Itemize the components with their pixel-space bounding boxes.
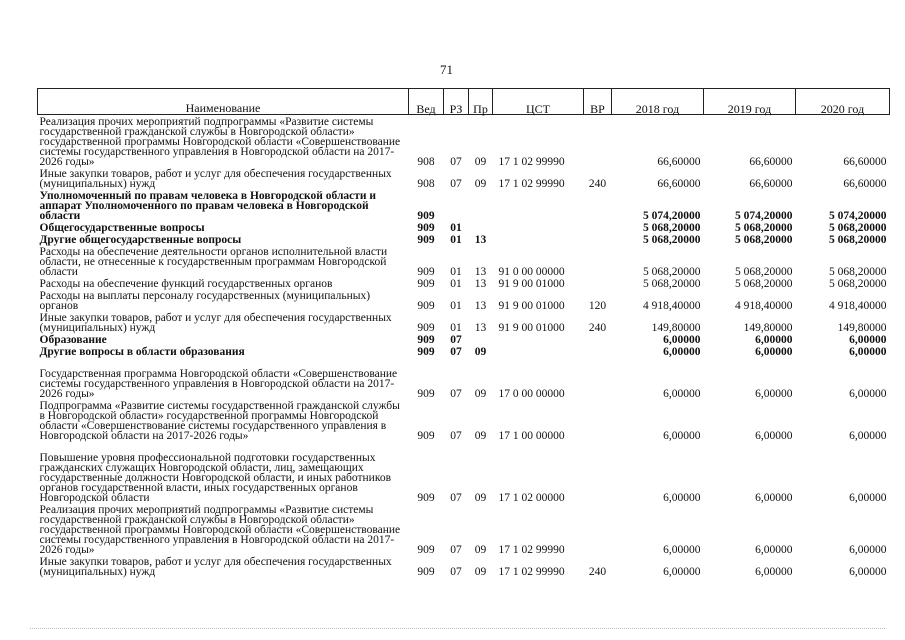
bottom-scan-line [30,628,885,629]
row-ved: 909 [417,322,435,334]
row-pr: 09 [474,178,487,190]
row-2018: 6,00000 [663,388,701,400]
row-vr [584,441,612,503]
row-name: Иные закупки товаров, работ и услуг для обеспечения государственных (муниципальных) нужд [39,556,392,578]
row-2018: 5 068,20000 [643,266,701,278]
row-2019: 149,80000 [743,322,793,334]
row-ved: 908 [417,178,435,190]
row-vr: 240 [588,178,607,190]
row-ved: 909 [417,278,435,290]
row-ved: 909 [417,300,435,312]
row-ved: 909 [417,222,435,234]
row-rz: 01 [450,266,462,278]
row-name: Подпрограмма «Развитие системы государственной гражданской службы в Новгородской области» государственной программы Новгородской области «Совершенствование системы государственного управления в Новгородской области на 2017-2026 годы» [39,400,400,442]
row-rz: 01 [450,278,462,290]
table-row [38,233,890,245]
row-rz: 07 [450,346,462,358]
row-rz: 07 [450,388,462,400]
row-cst [493,189,584,221]
row-2020: 6,00000 [849,346,887,358]
row-2020: 5 074,20000 [829,210,887,222]
row-ved: 908 [417,156,435,168]
row-ved: 909 [417,388,435,400]
row-2018: 6,00000 [663,334,701,346]
row-cst: 91 9 00 01000 [498,300,565,312]
table-row [38,555,890,577]
row-ved: 909 [417,492,435,504]
table-row [38,345,890,357]
row-cst [493,333,584,345]
row-pr: 09 [474,388,487,400]
row-pr: 13 [474,234,487,246]
row-name: Государственная программа Новгородской области «Совершенствование системы государственного управления в Новгородской области на 2017-2026 годы» [39,368,398,400]
table-row [38,333,890,345]
row-2020: 6,00000 [849,492,887,504]
row-pr: 13 [474,278,487,290]
row-ved: 909 [417,544,435,556]
row-2018: 5 068,20000 [643,234,701,246]
row-cst [493,233,584,245]
row-name: Уполномоченный по правам человека в Новгородской области и аппарат Уполномоченного по правам человека в Новгородской области [39,190,377,222]
row-pr: 09 [474,156,487,168]
row-2018: 5 074,20000 [643,210,701,222]
row-vr [584,333,612,345]
table-row [38,441,890,503]
row-vr [584,221,612,233]
row-2019: 66,60000 [749,156,793,168]
header-2020: 2020 год [796,89,890,115]
row-2020: 6,00000 [849,430,887,442]
row-ved: 909 [417,334,435,346]
row-2020: 6,00000 [849,566,887,578]
row-cst [493,221,584,233]
page-number: 71 [440,62,453,77]
row-name: Реализация прочих мероприятий подпрограммы «Развитие системы государственной гражданской службы в Новгородской области» государственной программы Новгородской области «Совершенствование системы государственного управления в Новгородской области на 2017-2026 годы» [39,116,401,168]
row-name: Другие вопросы в области образования [39,346,245,358]
row-rz: 07 [450,544,462,556]
row-cst: 91 0 00 00000 [498,266,565,278]
table-row [38,311,890,333]
row-cst: 17 1 02 99990 [498,544,565,556]
row-rz: 01 [450,234,462,246]
row-2020: 4 918,40000 [829,300,887,312]
table-row [38,357,890,399]
row-name: Расходы на обеспечение функций государственных органов [39,278,333,290]
row-2019: 5 074,20000 [735,210,793,222]
row-2018: 6,00000 [663,430,701,442]
row-2018: 66,60000 [657,156,701,168]
row-ved: 909 [417,210,435,222]
row-ved: 909 [417,566,435,578]
row-rz: 07 [450,178,462,190]
row-2018: 6,00000 [663,544,701,556]
table-row [38,189,890,221]
header-2018: 2018 год [612,89,704,115]
row-name: Образование [39,334,107,346]
table-row [38,277,890,289]
row-vr [584,503,612,555]
row-vr [584,345,612,357]
row-cst: 17 0 00 00000 [498,388,565,400]
row-2018: 149,80000 [651,322,701,334]
row-2019: 6,00000 [755,544,793,556]
row-2018: 6,00000 [663,566,701,578]
row-2019: 6,00000 [755,388,793,400]
row-vr [584,115,612,168]
row-2019: 6,00000 [755,430,793,442]
row-ved: 909 [417,346,435,358]
row-vr [584,399,612,441]
row-cst: 17 1 02 99990 [498,566,565,578]
row-vr: 240 [588,566,607,578]
row-2018: 5 068,20000 [643,278,701,290]
budget-table [37,88,890,577]
row-ved: 909 [417,266,435,278]
row-2020: 5 068,20000 [829,266,887,278]
row-2020: 66,60000 [843,178,887,190]
header-rz: РЗ [444,89,469,115]
row-cst: 17 1 02 99990 [498,178,565,190]
table-row [38,503,890,555]
row-vr: 240 [588,322,607,334]
row-cst: 17 1 02 99990 [498,156,565,168]
row-2020: 66,60000 [843,156,887,168]
row-2019: 6,00000 [755,492,793,504]
row-2020: 6,00000 [849,334,887,346]
row-2019: 6,00000 [755,334,793,346]
row-2020: 6,00000 [849,544,887,556]
row-pr [469,221,493,233]
header-vr: ВР [584,89,612,115]
row-2019: 5 068,20000 [735,266,793,278]
row-2019: 5 068,20000 [735,222,793,234]
row-pr: 09 [474,346,487,358]
row-2018: 5 068,20000 [643,222,701,234]
row-2020: 5 068,20000 [829,234,887,246]
row-pr: 13 [474,266,487,278]
row-2019: 5 068,20000 [735,278,793,290]
table-row [38,245,890,277]
row-rz: 01 [450,322,462,334]
row-rz: 07 [450,430,462,442]
row-pr: 09 [474,492,487,504]
row-2020: 6,00000 [849,388,887,400]
row-2018: 4 918,40000 [643,300,701,312]
row-name: Иные закупки товаров, работ и услуг для обеспечения государственных (муниципальных) нужд [39,168,392,190]
row-2019: 4 918,40000 [735,300,793,312]
row-name: Иные закупки товаров, работ и услуг для обеспечения государственных (муниципальных) нужд [39,312,392,334]
row-name: Расходы на выплаты персоналу государственных (муниципальных) органов [39,290,371,312]
header-name: Наименование [38,89,409,115]
row-2018: 6,00000 [663,492,701,504]
row-pr: 09 [474,430,487,442]
row-pr [469,189,493,221]
row-2019: 6,00000 [755,566,793,578]
row-2019: 66,60000 [749,178,793,190]
row-rz: 07 [450,566,462,578]
row-2020: 149,80000 [837,322,887,334]
row-name: Реализация прочих мероприятий подпрограммы «Развитие системы государственной гражданской службы в Новгородской области» государственной программы Новгородской области «Совершенствование системы государственного управления в Новгородской области на 2017-2026 годы» [39,504,401,556]
row-name: Расходы на обеспечение деятельности органов исполнительной власти области, не отнесенные к государственным программам Новгородской области [39,246,388,278]
row-vr [584,277,612,289]
row-pr [469,333,493,345]
table-row [38,167,890,189]
row-cst: 17 1 00 00000 [498,430,565,442]
row-2019: 6,00000 [755,346,793,358]
row-vr [584,245,612,277]
table-row [38,221,890,233]
row-pr: 13 [474,300,487,312]
row-2018: 6,00000 [663,346,701,358]
row-cst [493,345,584,357]
row-2019: 5 068,20000 [735,234,793,246]
table-row [38,289,890,311]
row-rz: 07 [450,492,462,504]
row-2020: 5 068,20000 [829,278,887,290]
row-rz: 01 [450,300,462,312]
row-rz [444,189,469,221]
table-row [38,399,890,441]
header-ved: Вед [409,89,444,115]
row-cst: 91 9 00 01000 [498,278,565,290]
row-2020: 5 068,20000 [829,222,887,234]
table-row [38,115,890,168]
row-pr: 09 [474,544,487,556]
header-cst: ЦСТ [493,89,584,115]
row-pr: 13 [474,322,487,334]
row-name: Общегосударственные вопросы [39,222,205,234]
row-vr [584,357,612,399]
row-ved: 909 [417,234,435,246]
row-pr: 09 [474,566,487,578]
row-rz: 01 [450,222,462,234]
row-vr [584,233,612,245]
row-ved: 909 [417,430,435,442]
table-header-row [38,89,890,115]
row-vr: 120 [588,300,607,312]
row-cst: 17 1 02 00000 [498,492,565,504]
row-name: Другие общегосударственные вопросы [39,234,242,246]
row-vr [584,189,612,221]
row-rz: 07 [450,334,462,346]
row-cst: 91 9 00 01000 [498,322,565,334]
header-pr: Пр [469,89,493,115]
row-name: Повышение уровня профессиональной подготовки государственных гражданских служащих Новгородской области, лиц, замещающих государственные должности Новгородской области, и иных работников органов государственной власти, иных государственных органов Новгородской области [39,452,392,504]
row-rz: 07 [450,156,462,168]
row-2018: 66,60000 [657,178,701,190]
header-2019: 2019 год [704,89,796,115]
